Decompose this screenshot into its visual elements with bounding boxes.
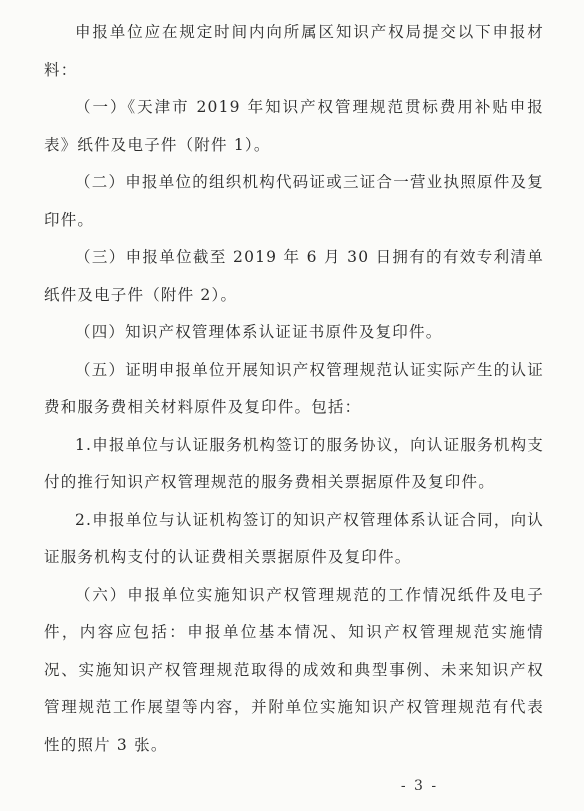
paragraph-item-3: （三）申报单位截至 2019 年 6 月 30 日拥有的有效专利清单纸件及电子件（附件 2）。	[44, 248, 544, 304]
paragraph-item-1: （一）《天津市 2019 年知识产权管理规范贯标费用补贴申报表》纸件及电子件（附件 1）。	[44, 98, 544, 154]
page-number: - 3 -	[400, 778, 439, 794]
paragraph-item-2: （二）申报单位的组织机构代码证或三证合一营业执照原件及复印件。	[44, 173, 544, 229]
paragraph-intro: 申报单位应在规定时间内向所属区知识产权局提交以下申报材料：	[44, 23, 544, 79]
paragraph-item-5: （五）证明申报单位开展知识产权管理规范认证实际产生的认证费和服务费相关材料原件及复印件。包括：	[44, 360, 544, 416]
paragraph-item-5-sub-1: 1.申报单位与认证服务机构签订的服务协议，向认证服务机构支付的推行知识产权管理规范的服务费相关票据原件及复印件。	[44, 435, 544, 491]
paragraph-item-4: （四）知识产权管理体系认证证书原件及复印件。	[75, 323, 443, 341]
paragraph-item-6: （六）申报单位实施知识产权管理规范的工作情况纸件及电子件，内容应包括：申报单位基本情况、知识产权管理规范实施情况、实施知识产权管理规范取得的成效和典型事例、未来知识产权管理规范工作展望等内容，并附单位实施知识产权管理规范有代表性的照片 3 张。	[44, 585, 544, 754]
paragraph-item-5-sub-2: 2.申报单位与认证机构签订的知识产权管理体系认证合同，向认证服务机构支付的认证费相关票据原件及复印件。	[44, 510, 544, 566]
